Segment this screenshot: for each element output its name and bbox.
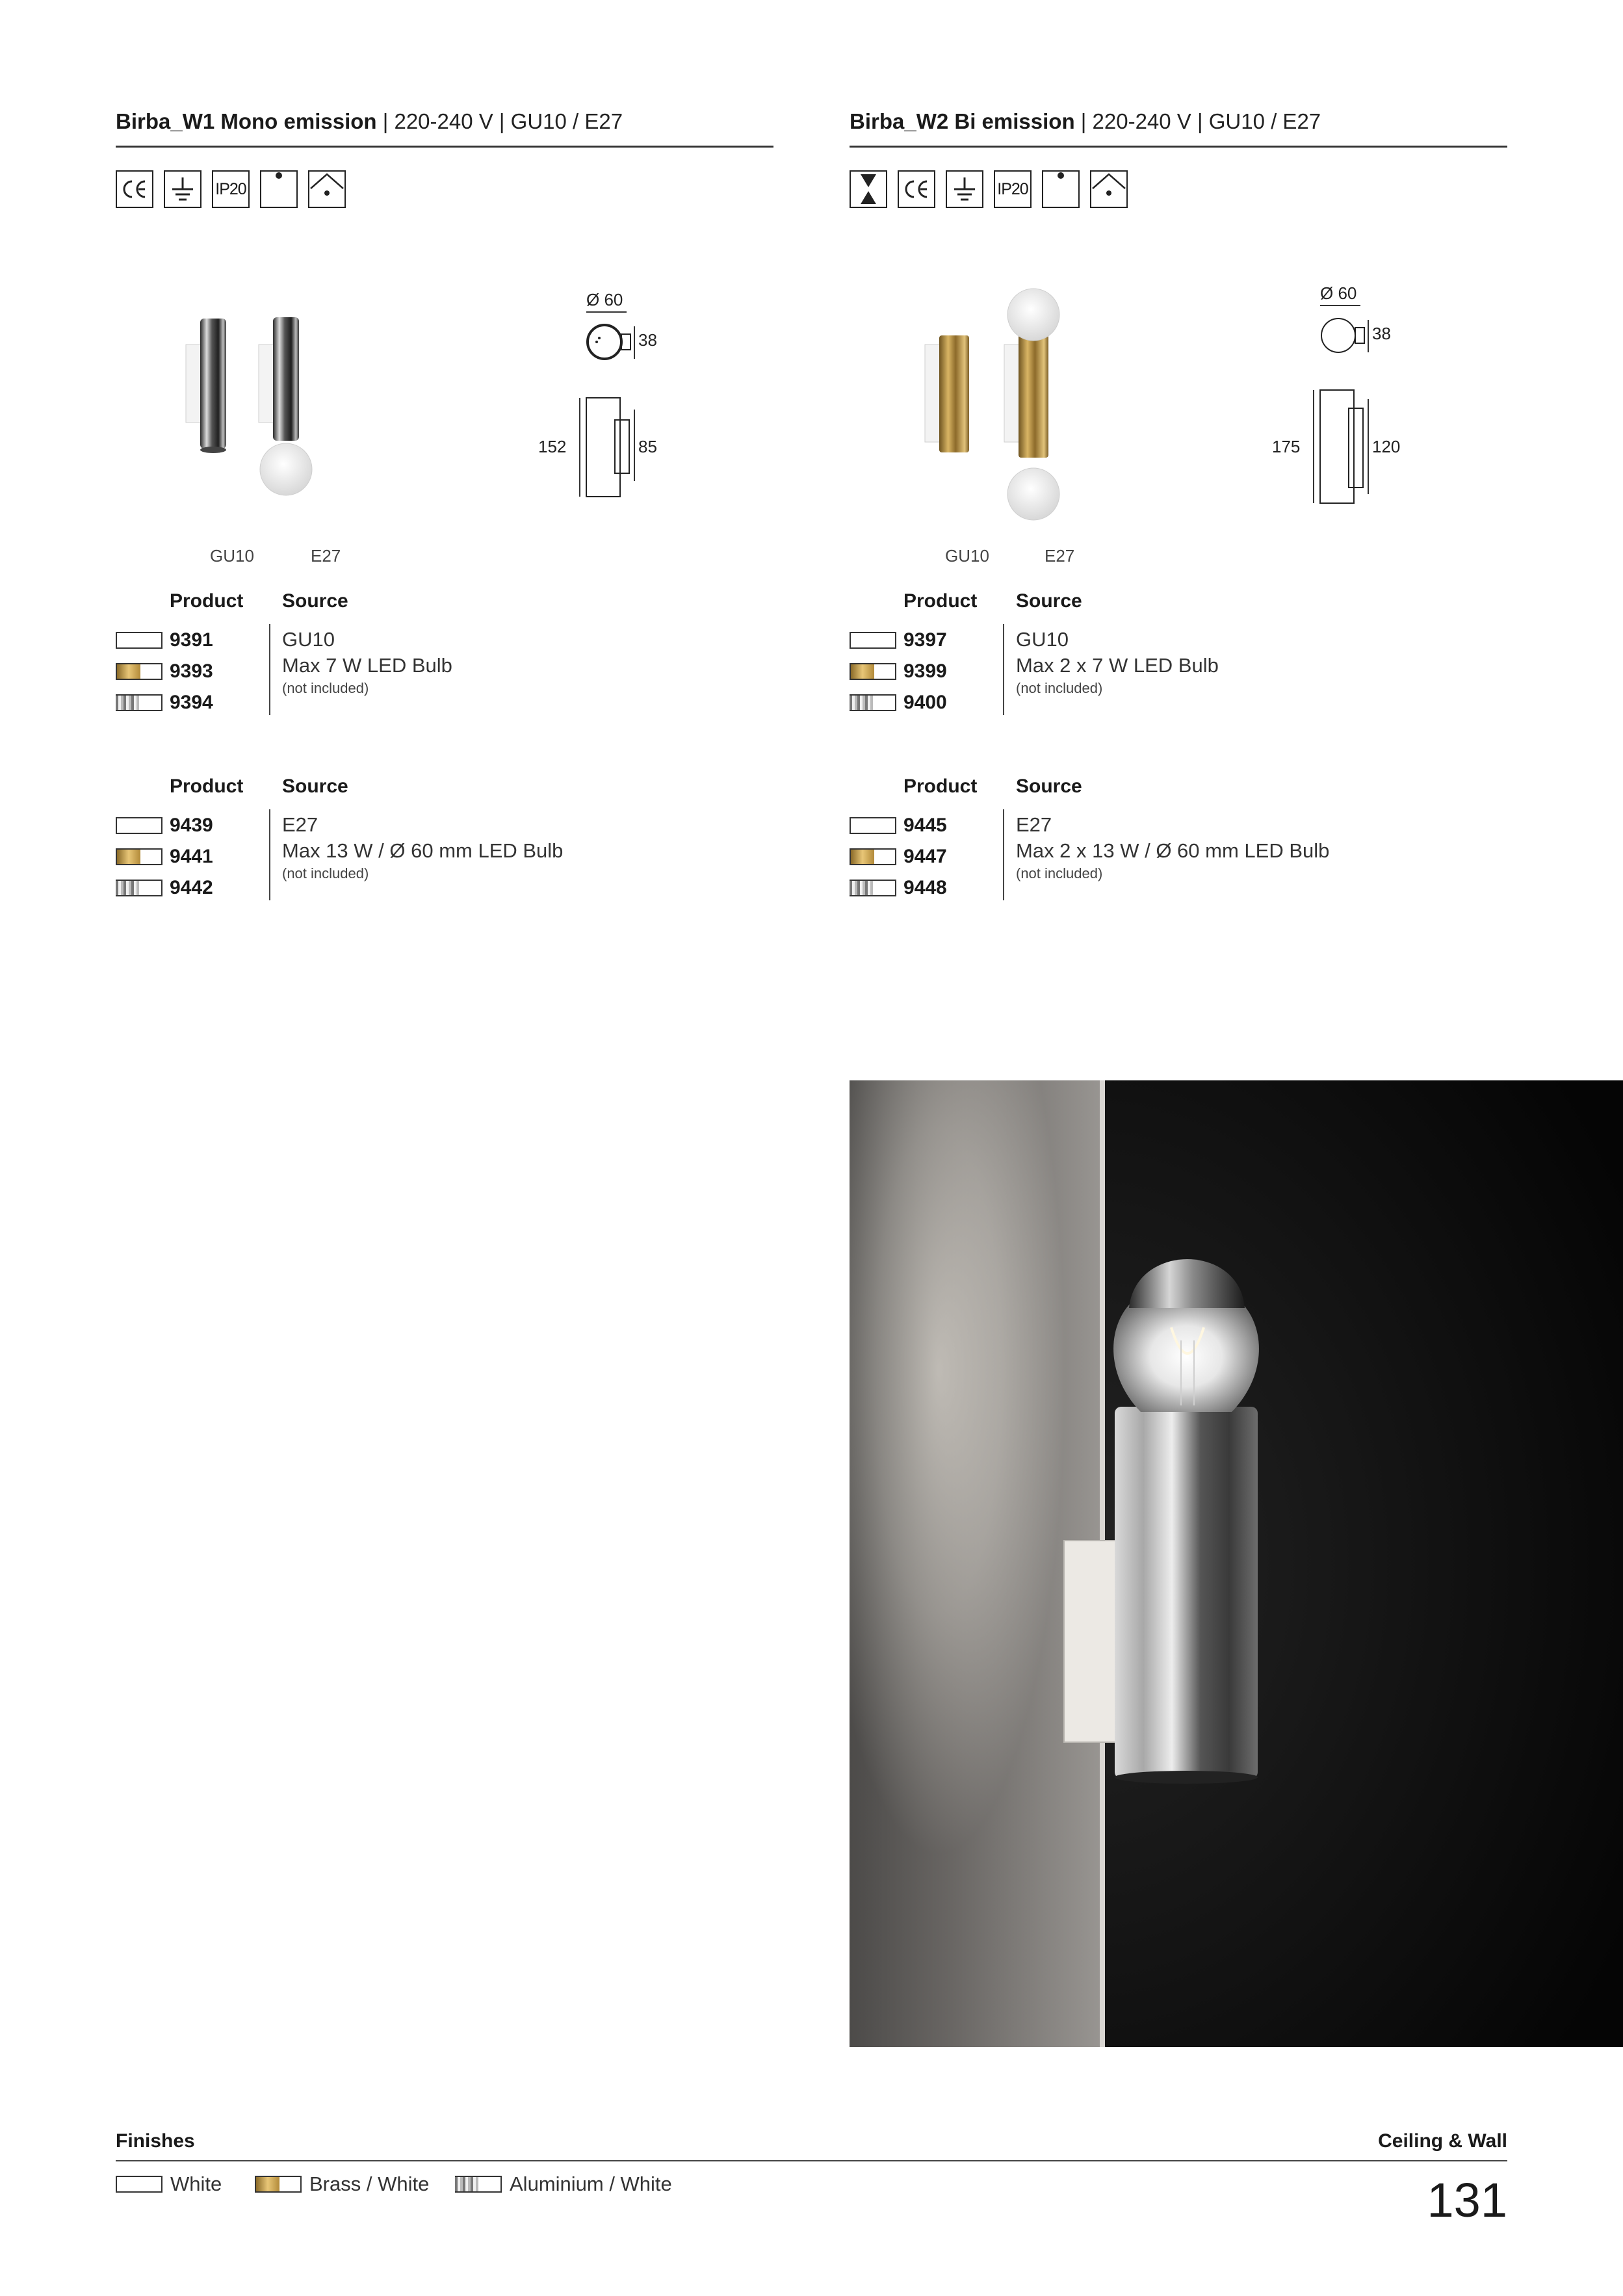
- table-header-source: Source: [1016, 776, 1082, 797]
- earth-ground-icon: [164, 170, 201, 208]
- finish-swatch-brass: [255, 2176, 302, 2193]
- home-use-icon: [308, 170, 346, 208]
- finish-swatch-aluminium: [455, 2176, 502, 2193]
- depth-label: 38: [1372, 324, 1391, 343]
- base-height-label: 120: [1372, 437, 1401, 456]
- bi-emission-icon: [850, 170, 887, 208]
- table-header-product: Product: [903, 590, 978, 612]
- ip20-label: IP20: [997, 179, 1028, 198]
- dimension-drawing: [1266, 280, 1422, 514]
- product-code: 9439: [170, 815, 213, 836]
- table-row: [116, 846, 213, 868]
- table-header-product: Product: [170, 590, 244, 612]
- height-label: 175: [1272, 437, 1301, 456]
- finish-label: Brass / White: [309, 2172, 430, 2195]
- finish-label: Aluminium / White: [510, 2172, 672, 2195]
- table-divider: [269, 809, 270, 900]
- finish-swatch-white: [850, 632, 896, 649]
- product-spec: | 220-240 V | GU10 / E27: [382, 109, 623, 133]
- product-code: 9393: [170, 660, 213, 682]
- source-note: (not included): [282, 680, 369, 696]
- diameter-label: Ø 60: [586, 290, 623, 309]
- finish-swatch-white: [116, 632, 162, 649]
- depth-label: 38: [638, 330, 657, 350]
- finish-swatch-brass: [850, 663, 896, 680]
- indoor-use-icon: [1042, 170, 1080, 208]
- footer-divider: [116, 2160, 1507, 2161]
- dimension-drawing: [532, 286, 688, 507]
- table-row: [850, 692, 947, 714]
- finish-swatch-aluminium: [116, 694, 162, 711]
- product-code: 9442: [170, 877, 213, 898]
- ip20-icon: [212, 170, 250, 208]
- ce-mark-icon: [116, 170, 153, 208]
- caption-e27: E27: [311, 546, 341, 566]
- page-number: 131: [1427, 2173, 1507, 2227]
- certification-icons: [850, 170, 1128, 208]
- certification-icons: [116, 170, 346, 208]
- table-row: [850, 629, 947, 651]
- finish-swatch-aluminium: [850, 880, 896, 896]
- earth-ground-icon: [946, 170, 983, 208]
- source-note: (not included): [1016, 680, 1103, 696]
- table-row: [116, 692, 213, 714]
- source-note: (not included): [1016, 865, 1103, 881]
- finish-label: White: [170, 2172, 222, 2195]
- finish-swatch-brass: [116, 663, 162, 680]
- table-row: [850, 846, 947, 868]
- base-height-label: 85: [638, 437, 657, 456]
- finish-legend-brass: [255, 2172, 429, 2196]
- finish-swatch-white: [116, 817, 162, 834]
- table-header-product: Product: [170, 776, 244, 797]
- product-photo: [181, 306, 350, 514]
- caption-e27: E27: [1045, 546, 1075, 566]
- table-row: [116, 877, 213, 899]
- product-spec: | 220-240 V | GU10 / E27: [1080, 109, 1321, 133]
- product-column-birba-w1: [116, 0, 773, 936]
- table-divider: [269, 624, 270, 715]
- product-photo: [915, 286, 1084, 533]
- product-code: 9445: [903, 815, 947, 836]
- table-header-product: Product: [903, 776, 978, 797]
- product-code: 9391: [170, 629, 213, 651]
- finish-swatch-aluminium: [850, 694, 896, 711]
- source-description: Max 7 W LED Bulb: [282, 654, 452, 677]
- product-heading: [116, 109, 623, 134]
- source-description: Max 2 x 13 W / Ø 60 mm LED Bulb: [1016, 839, 1330, 862]
- product-code: 9397: [903, 629, 947, 651]
- table-divider: [1003, 624, 1004, 715]
- height-label: 152: [538, 437, 567, 456]
- source-type: GU10: [282, 628, 335, 651]
- ip20-icon: [994, 170, 1032, 208]
- table-row: [116, 815, 213, 837]
- product-title: Birba_W2 Bi emission: [850, 109, 1075, 133]
- source-type: GU10: [1016, 628, 1069, 651]
- finish-swatch-aluminium: [116, 880, 162, 896]
- product-code: 9447: [903, 846, 947, 867]
- product-title: Birba_W1 Mono emission: [116, 109, 377, 133]
- table-header-source: Source: [282, 776, 348, 797]
- indoor-use-icon: [260, 170, 298, 208]
- ip20-label: IP20: [215, 179, 246, 198]
- section-title: Ceiling & Wall: [1378, 2130, 1507, 2152]
- table-row: [116, 629, 213, 651]
- table-row: [850, 815, 947, 837]
- table-divider: [1003, 809, 1004, 900]
- diameter-label: Ø 60: [1320, 283, 1357, 303]
- heading-divider: [850, 146, 1507, 148]
- source-description: Max 13 W / Ø 60 mm LED Bulb: [282, 839, 564, 862]
- finish-legend-aluminium: [455, 2172, 672, 2196]
- finishes-title: Finishes: [116, 2130, 195, 2152]
- finish-swatch-white: [850, 817, 896, 834]
- product-code: 9400: [903, 692, 947, 713]
- product-code: 9399: [903, 660, 947, 682]
- home-use-icon: [1090, 170, 1128, 208]
- ambient-photo: [850, 1080, 1623, 2047]
- product-column-birba-w2: [850, 0, 1507, 936]
- finish-swatch-white: [116, 2176, 162, 2193]
- product-code: 9448: [903, 877, 947, 898]
- finish-swatch-brass: [116, 848, 162, 865]
- heading-divider: [116, 146, 773, 148]
- finish-swatch-brass: [850, 848, 896, 865]
- source-type: E27: [1016, 813, 1052, 836]
- table-row: [850, 660, 947, 683]
- finish-legend-white: [116, 2172, 222, 2196]
- source-type: E27: [282, 813, 318, 836]
- table-header-source: Source: [282, 590, 348, 612]
- product-code: 9394: [170, 692, 213, 713]
- ce-mark-icon: [898, 170, 935, 208]
- caption-gu10: GU10: [945, 546, 989, 566]
- caption-gu10: GU10: [210, 546, 254, 566]
- product-heading: [850, 109, 1321, 134]
- table-row: [850, 877, 947, 899]
- source-description: Max 2 x 7 W LED Bulb: [1016, 654, 1219, 677]
- table-header-source: Source: [1016, 590, 1082, 612]
- source-note: (not included): [282, 865, 369, 881]
- product-code: 9441: [170, 846, 213, 867]
- table-row: [116, 660, 213, 683]
